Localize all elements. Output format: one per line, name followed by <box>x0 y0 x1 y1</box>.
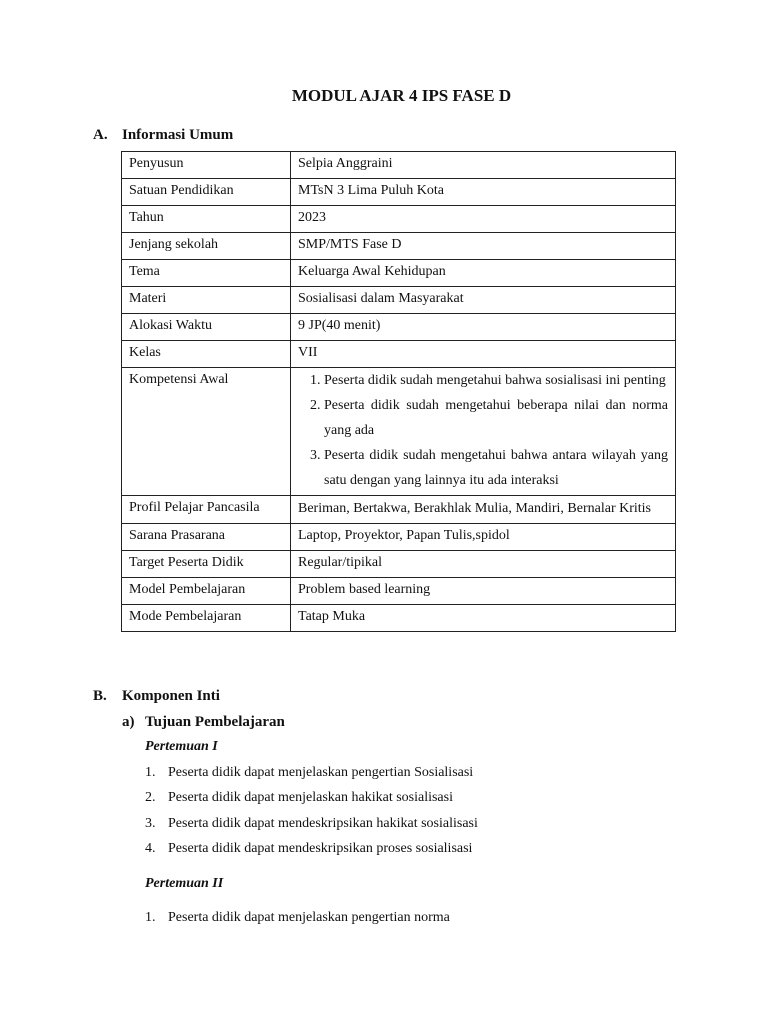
list-item <box>145 910 450 926</box>
kompetensi-list <box>298 368 668 493</box>
pertemuan-1-heading: Pertemuan I <box>145 739 218 754</box>
table-row-profil <box>122 496 676 524</box>
list-item <box>145 790 453 806</box>
row-label: Penyusun <box>122 152 291 179</box>
table-row <box>122 260 676 287</box>
row-label: Mode Pembelajaran <box>122 605 291 632</box>
row-label: Profil Pelajar Pancasila <box>122 496 291 524</box>
goal-number: 2. <box>145 790 156 805</box>
row-value: 2023 <box>291 206 676 233</box>
pertemuan-2-heading: Pertemuan II <box>145 876 224 891</box>
list-item <box>145 841 472 857</box>
row-value: Problem based learning <box>291 578 676 605</box>
table-row <box>122 179 676 206</box>
table-row <box>122 152 676 179</box>
goal-number: 1. <box>145 910 156 925</box>
subsection-a-heading <box>122 714 285 731</box>
row-value: Beriman, Bertakwa, Berakhlak Mulia, Mandiri, Bernalar Kritis <box>291 496 676 524</box>
table-row <box>122 287 676 314</box>
row-label: Sarana Prasarana <box>122 524 291 551</box>
row-label: Materi <box>122 287 291 314</box>
goal-text: Peserta didik dapat mendeskripsikan hakikat sosialisasi <box>168 816 478 831</box>
goal-text: Peserta didik dapat menjelaskan pengertian Sosialisasi <box>168 765 474 780</box>
kompetensi-list-cell <box>291 368 676 496</box>
row-value: VII <box>291 341 676 368</box>
row-value: MTsN 3 Lima Puluh Kota <box>291 179 676 206</box>
row-label: Satuan Pendidikan <box>122 179 291 206</box>
goal-number: 1. <box>145 765 156 780</box>
row-value: Laptop, Proyektor, Papan Tulis,spidol <box>291 524 676 551</box>
table-row <box>122 551 676 578</box>
table-row <box>122 206 676 233</box>
goal-text: Peserta didik dapat menjelaskan pengertian norma <box>168 910 450 925</box>
row-value: Keluarga Awal Kehidupan <box>291 260 676 287</box>
list-item <box>145 816 478 832</box>
section-a-mark: A. <box>93 127 108 143</box>
goal-number: 4. <box>145 841 156 856</box>
subsection-a-mark: a) <box>122 714 135 730</box>
table-row <box>122 524 676 551</box>
list-item: 1. Peserta didik sudah mengetahui bahwa sosialisasi ini penting <box>324 368 668 393</box>
table-row <box>122 578 676 605</box>
row-label: Jenjang sekolah <box>122 233 291 260</box>
row-label: Kelas <box>122 341 291 368</box>
table-row-kompetensi <box>122 368 676 496</box>
row-value: 9 JP(40 menit) <box>291 314 676 341</box>
table-row <box>122 233 676 260</box>
goal-text: Peserta didik dapat mendeskripsikan proses sosialisasi <box>168 841 473 856</box>
subsection-a-label: Tujuan Pembelajaran <box>145 714 285 730</box>
row-label: Tema <box>122 260 291 287</box>
goal-number: 3. <box>145 816 156 831</box>
list-item: 2. Peserta didik sudah mengetahui beberapa nilai dan norma yang ada <box>324 393 668 443</box>
table-row <box>122 314 676 341</box>
section-b-heading <box>93 688 220 705</box>
row-label: Tahun <box>122 206 291 233</box>
section-a-heading <box>93 127 233 144</box>
info-table <box>121 151 676 632</box>
row-value: Regular/tipikal <box>291 551 676 578</box>
row-value: Sosialisasi dalam Masyarakat <box>291 287 676 314</box>
table-row <box>122 341 676 368</box>
row-value: SMP/MTS Fase D <box>291 233 676 260</box>
row-label: Kompetensi Awal <box>122 368 291 496</box>
row-value: Selpia Anggraini <box>291 152 676 179</box>
row-value: Tatap Muka <box>291 605 676 632</box>
list-item: 3. Peserta didik sudah mengetahui bahwa antara wilayah yang satu dengan yang lainnya itu ada interaksi <box>324 443 668 493</box>
section-b-label: Komponen Inti <box>122 688 220 704</box>
section-a-label: Informasi Umum <box>122 127 234 143</box>
table-row <box>122 605 676 632</box>
list-item <box>145 765 473 781</box>
row-label: Target Peserta Didik <box>122 551 291 578</box>
row-label: Model Pembelajaran <box>122 578 291 605</box>
row-label: Alokasi Waktu <box>122 314 291 341</box>
document-title: MODUL AJAR 4 IPS FASE D <box>291 86 512 105</box>
section-b-mark: B. <box>93 688 107 704</box>
goal-text: Peserta didik dapat menjelaskan hakikat sosialisasi <box>168 790 453 805</box>
